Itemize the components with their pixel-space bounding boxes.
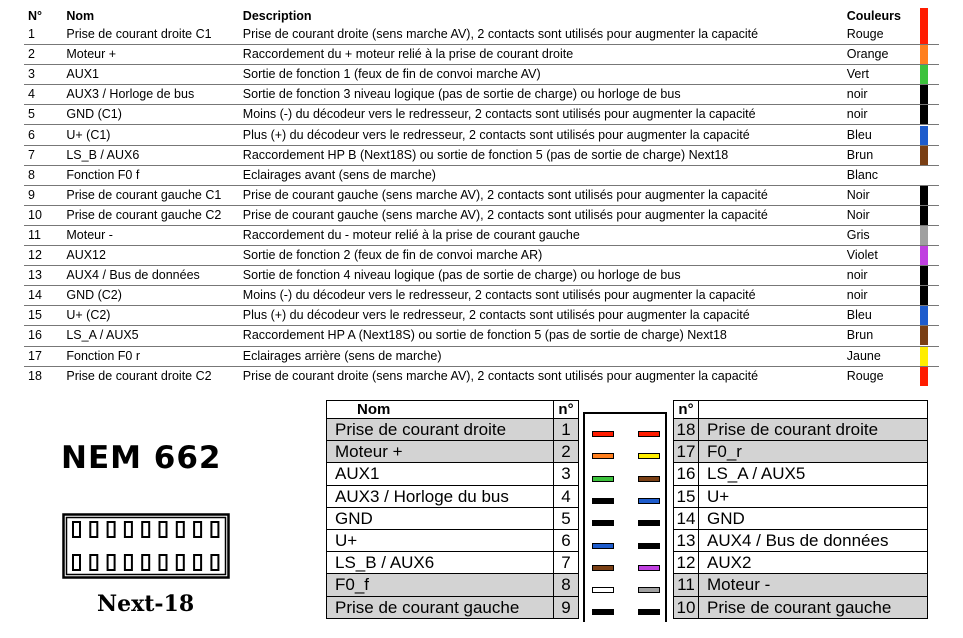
left-pin-contact <box>592 453 614 459</box>
right-pin-contact <box>638 453 660 459</box>
connector-pin-bottom <box>177 555 184 570</box>
row-description: Moins (-) du décodeur vers le redresseur, 2 contacts sont utilisés pour augmenter la capacité <box>243 286 847 306</box>
row-description: Plus (+) du décodeur vers le redresseur, 2 contacts sont utilisés pour augmenter la capacité <box>243 125 847 145</box>
connector-pin-top <box>108 522 115 537</box>
left-diagram-row <box>327 485 579 507</box>
left-pin-number: 3 <box>554 463 579 485</box>
row-number: 9 <box>24 185 66 205</box>
connector-pin-bottom <box>194 555 201 570</box>
row-color-swatch <box>920 125 939 145</box>
right-diagram-row <box>674 419 928 441</box>
left-pin-number: 2 <box>554 441 579 463</box>
right-diagram-row <box>674 596 928 618</box>
left-diagram-header <box>327 401 579 419</box>
table-row <box>24 246 939 266</box>
right-diagram-header <box>674 401 928 419</box>
row-number: 15 <box>24 306 66 326</box>
row-nom: U+ (C1) <box>66 125 242 145</box>
row-color-swatch <box>920 366 939 386</box>
row-number: 13 <box>24 266 66 286</box>
left-pin-contact <box>592 431 614 437</box>
row-number: 5 <box>24 105 66 125</box>
row-number: 10 <box>24 205 66 225</box>
row-number: 14 <box>24 286 66 306</box>
connector-socket <box>583 412 667 622</box>
row-nom: Fonction F0 r <box>66 346 242 366</box>
left-pin-number: 4 <box>554 485 579 507</box>
row-description: Eclairages arrière (sens de marche) <box>243 346 847 366</box>
table-row <box>24 185 939 205</box>
table-row <box>24 225 939 245</box>
row-nom: Prise de courant droite C1 <box>66 25 242 45</box>
table-row <box>24 306 939 326</box>
connector-pin-top <box>90 522 97 537</box>
row-couleur: noir <box>847 85 921 105</box>
right-pin-name: U+ <box>699 485 928 507</box>
left-pin-contact <box>592 565 614 571</box>
row-couleur: Rouge <box>847 25 921 45</box>
row-description: Prise de courant droite (sens marche AV), 2 contacts sont utilisés pour augmenter la capacité <box>242 368 759 383</box>
row-color-swatch <box>920 65 939 85</box>
pin-table <box>24 8 939 386</box>
right-diagram-row <box>674 529 928 551</box>
left-header-no: n° <box>554 401 579 419</box>
row-color-swatch <box>920 306 939 326</box>
left-pin-contact <box>592 476 614 482</box>
nem-title: NEM 662 <box>61 440 222 476</box>
left-pin-name: F0_f <box>327 574 554 596</box>
next18-label: Next-18 <box>97 591 195 617</box>
table-row <box>24 366 939 386</box>
row-color-swatch <box>920 45 939 65</box>
right-pin-number: 17 <box>674 441 699 463</box>
row-description: Sortie de fonction 3 niveau logique (pas de sortie de charge) ou horloge de bus <box>243 85 847 105</box>
row-number: 18 <box>28 368 42 383</box>
right-pin-number: 13 <box>674 529 699 551</box>
left-pin-number: 5 <box>554 507 579 529</box>
left-pin-name: GND <box>327 507 554 529</box>
connector-pin-top <box>125 522 132 537</box>
row-nom: Moteur + <box>66 45 242 65</box>
right-pin-contact <box>638 520 660 526</box>
table-row <box>24 165 939 185</box>
row-color-swatch <box>920 145 939 165</box>
right-diagram-row <box>674 463 928 485</box>
left-header-nom: Nom <box>327 401 554 419</box>
left-pin-contact <box>592 609 614 615</box>
row-number: 17 <box>24 346 66 366</box>
right-diagram-row <box>674 441 928 463</box>
table-row <box>24 45 939 65</box>
row-nom: GND (C1) <box>66 105 242 125</box>
right-diagram-row <box>674 507 928 529</box>
right-pin-contact <box>638 565 660 571</box>
table-row <box>24 326 939 346</box>
left-diagram-row <box>327 441 579 463</box>
row-description: Raccordement du - moteur relié à la prise de courant gauche <box>243 225 847 245</box>
header-nom: Nom <box>66 9 95 23</box>
right-pin-number: 12 <box>674 552 699 574</box>
row-couleur: Bleu <box>847 306 921 326</box>
right-diagram-row <box>674 552 928 574</box>
right-pin-number: 14 <box>674 507 699 529</box>
row-description: Raccordement HP A (Next18S) ou sortie de fonction 5 (pas de sortie de charge) Next18 <box>243 326 847 346</box>
left-diagram-row <box>327 463 579 485</box>
row-nom: Prise de courant droite C2 <box>66 368 212 383</box>
right-pin-name: AUX4 / Bus de données <box>699 529 928 551</box>
row-number: 3 <box>24 65 66 85</box>
row-description: Sortie de fonction 2 (feux de fin de convoi marche AR) <box>243 246 847 266</box>
left-pin-name: AUX1 <box>327 463 554 485</box>
left-pin-diagram <box>326 400 579 619</box>
left-diagram-row <box>327 574 579 596</box>
connector-pin-top <box>142 522 149 537</box>
left-pin-number: 8 <box>554 574 579 596</box>
right-pin-name: Prise de courant droite <box>699 419 928 441</box>
right-diagram-row <box>674 574 928 596</box>
row-couleur: noir <box>847 266 921 286</box>
row-description: Eclairages avant (sens de marche) <box>243 165 847 185</box>
right-pin-name: Moteur - <box>699 574 928 596</box>
table-row <box>24 286 939 306</box>
row-description: Sortie de fonction 4 niveau logique (pas de sortie de charge) ou horloge de bus <box>243 266 847 286</box>
row-nom: Prise de courant gauche C1 <box>66 185 242 205</box>
row-color-swatch <box>920 185 939 205</box>
left-pin-name: LS_B / AUX6 <box>327 552 554 574</box>
connector-pin-bottom <box>108 555 115 570</box>
right-pin-contact <box>638 609 660 615</box>
row-couleur: Rouge <box>846 368 884 383</box>
left-diagram-row <box>327 419 579 441</box>
connector-pin-top <box>160 522 167 537</box>
connector-pin-top <box>211 522 218 537</box>
row-couleur: Noir <box>847 185 921 205</box>
row-couleur: Jaune <box>847 346 921 366</box>
table-row <box>24 145 939 165</box>
row-color-swatch <box>920 326 939 346</box>
right-pin-contact <box>638 498 660 504</box>
connector-pin-top <box>177 522 184 537</box>
left-diagram-row <box>327 552 579 574</box>
connector-pin-top <box>194 522 201 537</box>
right-pin-name: GND <box>699 507 928 529</box>
row-description: Plus (+) du décodeur vers le redresseur, 2 contacts sont utilisés pour augmenter la capacité <box>243 306 847 326</box>
table-row <box>24 105 939 125</box>
left-diagram-row <box>327 529 579 551</box>
row-description: Sortie de fonction 1 (feux de fin de convoi marche AV) <box>243 65 847 85</box>
right-pin-number: 10 <box>674 596 699 618</box>
pin-table-body <box>24 25 939 386</box>
right-pin-number: 15 <box>674 485 699 507</box>
left-pin-contact <box>592 587 614 593</box>
left-pin-number: 7 <box>554 552 579 574</box>
left-pin-name: AUX3 / Horloge du bus <box>327 485 554 507</box>
row-couleur: Vert <box>847 65 921 85</box>
right-pin-name: LS_A / AUX5 <box>699 463 928 485</box>
row-color-swatch <box>920 346 939 366</box>
row-couleur: Orange <box>847 45 921 65</box>
left-pin-number: 1 <box>554 419 579 441</box>
table-row <box>24 125 939 145</box>
row-color-swatch <box>920 165 939 185</box>
row-nom: U+ (C2) <box>66 306 242 326</box>
row-couleur: Noir <box>847 205 921 225</box>
left-pin-contact <box>592 543 614 549</box>
row-description: Raccordement du + moteur relié à la prise de courant droite <box>243 45 847 65</box>
left-pin-contact <box>592 520 614 526</box>
header-swatch <box>920 8 939 25</box>
row-color-swatch <box>920 266 939 286</box>
left-pin-number: 9 <box>554 596 579 618</box>
row-description: Prise de courant gauche (sens marche AV), 2 contacts sont utilisés pour augmenter la capacité <box>243 185 847 205</box>
right-pin-number: 16 <box>674 463 699 485</box>
row-number: 16 <box>24 326 66 346</box>
row-number: 4 <box>24 85 66 105</box>
table-row <box>24 65 939 85</box>
row-description: Prise de courant gauche (sens marche AV), 2 contacts sont utilisés pour augmenter la capacité <box>243 205 847 225</box>
row-color-swatch <box>920 85 939 105</box>
left-diagram-row <box>327 596 579 618</box>
row-nom: AUX4 / Bus de données <box>66 266 242 286</box>
row-couleur: Brun <box>847 145 921 165</box>
row-nom: Moteur - <box>66 225 242 245</box>
left-pin-name: U+ <box>327 529 554 551</box>
row-number: 8 <box>24 165 66 185</box>
header-couleurs: Couleurs <box>846 9 901 23</box>
right-pin-name: AUX2 <box>699 552 928 574</box>
left-pin-name: Prise de courant gauche <box>327 596 554 618</box>
row-couleur: Bleu <box>847 125 921 145</box>
connector-pin-bottom <box>211 555 218 570</box>
row-number: 11 <box>24 225 66 245</box>
connector-pin-bottom <box>142 555 149 570</box>
row-color-swatch <box>920 205 939 225</box>
row-color-swatch <box>920 286 939 306</box>
header-no: N° <box>28 9 43 23</box>
left-pin-name: Moteur + <box>327 441 554 463</box>
left-pin-number: 6 <box>554 529 579 551</box>
right-pin-contact <box>638 587 660 593</box>
row-couleur: Violet <box>847 246 921 266</box>
row-color-swatch <box>920 105 939 125</box>
connector-pin-bottom <box>73 555 80 570</box>
row-description: Prise de courant droite (sens marche AV), 2 contacts sont utilisés pour augmenter la capacité <box>243 25 847 45</box>
right-diagram-row <box>674 485 928 507</box>
row-couleur: Blanc <box>847 165 921 185</box>
header-description: Description <box>242 9 312 23</box>
left-pin-contact <box>592 498 614 504</box>
row-couleur: Brun <box>847 326 921 346</box>
connector-pin-bottom <box>90 555 97 570</box>
row-nom: GND (C2) <box>66 286 242 306</box>
row-nom: AUX1 <box>66 65 242 85</box>
next18-connector-icon <box>62 513 230 579</box>
row-couleur: Gris <box>847 225 921 245</box>
right-pin-name: F0_r <box>699 441 928 463</box>
right-header-no: n° <box>674 401 699 419</box>
table-row <box>24 85 939 105</box>
row-number: 6 <box>24 125 66 145</box>
row-description: Moins (-) du décodeur vers le redresseur, 2 contacts sont utilisés pour augmenter la capacité <box>243 105 847 125</box>
row-number: 7 <box>24 145 66 165</box>
connector-pin-top <box>73 522 80 537</box>
right-pin-number: 11 <box>674 574 699 596</box>
right-header-nom <box>699 401 928 419</box>
row-nom: AUX3 / Horloge de bus <box>66 85 242 105</box>
table-row <box>24 266 939 286</box>
row-nom: LS_B / AUX6 <box>66 145 242 165</box>
row-color-swatch <box>920 225 939 245</box>
row-number: 2 <box>24 45 66 65</box>
left-diagram-row <box>327 507 579 529</box>
table-row <box>24 205 939 225</box>
right-pin-contact <box>638 476 660 482</box>
row-nom: Fonction F0 f <box>66 165 242 185</box>
right-pin-name: Prise de courant gauche <box>699 596 928 618</box>
right-pin-diagram <box>673 400 928 619</box>
row-number: 12 <box>24 246 66 266</box>
right-pin-number: 18 <box>674 419 699 441</box>
row-number: 1 <box>24 25 66 45</box>
table-row <box>24 346 939 366</box>
row-color-swatch <box>920 246 939 266</box>
row-nom: LS_A / AUX5 <box>66 326 242 346</box>
row-color-swatch <box>920 25 939 45</box>
row-couleur: noir <box>847 286 921 306</box>
row-couleur: noir <box>847 105 921 125</box>
row-nom: AUX12 <box>66 246 242 266</box>
right-pin-contact <box>638 543 660 549</box>
table-row <box>24 25 939 45</box>
row-nom: Prise de courant gauche C2 <box>66 205 242 225</box>
table-header-row <box>24 8 939 25</box>
row-description: Raccordement HP B (Next18S) ou sortie de fonction 5 (pas de sortie de charge) Next18 <box>243 145 847 165</box>
left-pin-name: Prise de courant droite <box>327 419 554 441</box>
right-pin-contact <box>638 431 660 437</box>
connector-pin-bottom <box>125 555 132 570</box>
connector-pin-bottom <box>160 555 167 570</box>
